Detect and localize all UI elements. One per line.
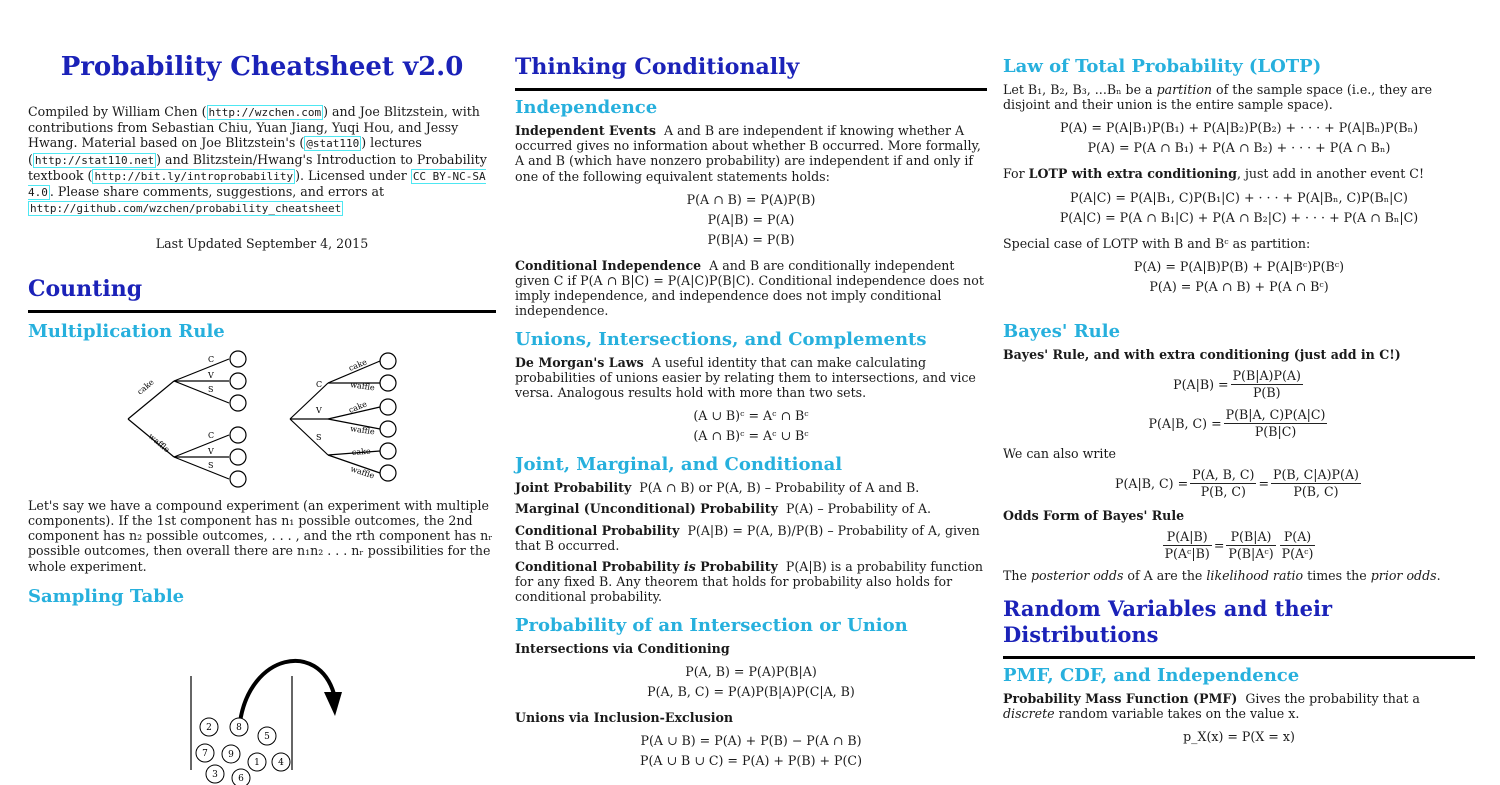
unions-via-inclusion-exclusion: Unions via Inclusion-Exclusion xyxy=(515,709,734,725)
independence-equations: P(A ∩ B) = P(A)P(B) P(A|B) = P(A) P(B|A) = P(B) xyxy=(686,191,816,247)
svg-text:cake: cake xyxy=(135,377,156,397)
column-1 xyxy=(28,0,496,784)
intersections-via-conditioning: Intersections via Conditioning xyxy=(515,640,730,656)
svg-text:8: 8 xyxy=(236,722,242,733)
lotp-extra-equations: P(A|C) = P(A|B₁, C)P(B₁|C) + · · · + P(A|Bₙ, C)P(Bₙ|C) P(A|C) = P(A ∩ B₁|C) + P(A ∩ B₂|C) + · · · + P(A ∩ Bₙ|C) xyxy=(1059,189,1419,225)
heading-intersection-union: Probability of an Intersection or Union xyxy=(515,614,908,636)
svg-text:7: 7 xyxy=(202,748,208,759)
pmf-definition: Probability Mass Function (PMF) Gives the probability that a discrete random variable takes on the value x. xyxy=(1003,690,1420,721)
sampling-jar-diagram xyxy=(28,620,496,784)
svg-text:3: 3 xyxy=(212,769,218,780)
bayes-subheading: Bayes' Rule, and with extra conditioning (just add in C!) xyxy=(1003,346,1401,362)
lotp-special-case: Special case of LOTP with B and Bᶜ as partition: xyxy=(1003,235,1311,251)
odds-form-heading: Odds Form of Bayes' Rule xyxy=(1003,508,1185,524)
svg-text:C: C xyxy=(208,430,215,440)
column-2 xyxy=(515,0,987,779)
svg-text:5: 5 xyxy=(264,731,270,742)
conditional-independence: Conditional Independence A and B are conditionally independent given C if P(A ∩ B|C) = P(A|C)P(B|C). Conditional independence does not imply independence, and independence does not imply conditional independence. xyxy=(515,257,984,319)
heading-lotp: Law of Total Probability (LOTP) xyxy=(1003,56,1322,77)
lotp-equations: P(A) = P(A|B₁)P(B₁) + P(A|B₂)P(B₂) + · · · + P(A|Bₙ)P(Bₙ) P(A) = P(A ∩ B₁) + P(A ∩ B₂) + · · · + P(A ∩ Bₙ) xyxy=(1059,120,1419,156)
heading-random-variables: Random Variables and their Distributions xyxy=(1003,596,1475,659)
pmf-equation: p_X(x) = P(X = x) xyxy=(1183,729,1295,745)
de-morgans-laws: De Morgan's Laws A useful identity that can make calculating probabilities of unions easier by relating them to intersections, and vice versa. Analogous results hold with more than two sets. xyxy=(515,354,976,401)
svg-text:waffle: waffle xyxy=(349,379,376,393)
svg-text:waffle: waffle xyxy=(349,463,376,481)
heading-bayes-rule: Bayes' Rule xyxy=(1003,320,1121,342)
column-3 xyxy=(1003,0,1475,747)
intersection-equations: P(A, B) = P(A)P(B|A) P(A, B, C) = P(A)P(B|A)P(C|A, B) xyxy=(647,663,855,699)
svg-text:S: S xyxy=(316,432,322,442)
intro-paragraph: Compiled by William Chen ( http://wzchen.com ) and Joe Blitzstein, with contributions from Sebastian Chiu, Yuan Jiang, Yuqi Hou, and Jessy Hwang. Material based on Joe Blitzstein's ( @stat110 ) lectures ( http://stat110.net ) and Blitzstein/Hwang's Introduction to Probability textbook ( http://bit.ly/introprobability ). Licensed under CC BY-NC-SA 4.0 . Please share comments, suggestions, and errors at http://github.com/wzchen/probability_cheatsheet xyxy=(28,104,487,216)
link-github[interactable]: http://github.com/wzchen/probability_cheatsheet xyxy=(30,202,342,216)
link-introprobability[interactable]: http://bit.ly/introprobability xyxy=(94,169,294,183)
also-write: We can also write xyxy=(1003,446,1116,462)
svg-text:V: V xyxy=(316,405,322,415)
independent-events: Independent Events A and B are independent if knowing whether A occurred gives no information about whether B occurred. More formally, A and B (which have nonzero probability) are independent if and only if one of the following equivalent statements holds: xyxy=(515,123,981,184)
bayes-equation-1: P(A|B) = $\frac{P(B|A)P(A)}{P(B)}$ xyxy=(1173,368,1301,401)
bayes-equation-2: P(A|B, C) = $\frac{P(B|A, C)P(A|C)}{P(B|C)}$ xyxy=(1148,407,1326,440)
conditional-probability-is-probability: Conditional Probability is Probability P(A|B) is a probability function for any fixed B. Any theorem that holds for probability also holds for conditional probability. xyxy=(515,559,984,605)
svg-text:1: 1 xyxy=(254,757,260,768)
union-equations: P(A ∪ B) = P(A) + P(B) − P(A ∩ B) P(A ∪ B ∪ C) = P(A) + P(B) + P(C) xyxy=(640,733,862,769)
heading-sampling-table: Sampling Table xyxy=(28,585,185,607)
de-morgan-equations: (A ∪ B)ᶜ = Aᶜ ∩ Bᶜ (A ∩ B)ᶜ = Aᶜ ∪ Bᶜ xyxy=(693,408,809,444)
link-license[interactable]: CC BY-NC-SA 4.0 xyxy=(28,169,486,200)
svg-text:cake: cake xyxy=(347,399,369,415)
svg-text:6: 6 xyxy=(238,773,244,784)
svg-text:4: 4 xyxy=(278,757,284,768)
heading-multiplication-rule: Multiplication Rule xyxy=(28,320,225,342)
link-wzchen[interactable]: http://wzchen.com xyxy=(208,106,322,119)
svg-text:2: 2 xyxy=(206,722,212,733)
heading-joint-marginal-conditional: Joint, Marginal, and Conditional xyxy=(515,454,843,476)
heading-counting: Counting xyxy=(28,276,496,313)
conditional-probability: Conditional Probability P(A|B) = P(A, B)/P(B) – Probability of A, given that B occurred. xyxy=(515,522,980,553)
posterior-odds-text: The posterior odds of A are the likelihood ratio times the prior odds. xyxy=(1003,568,1441,584)
page-title: Probability Cheatsheet v2.0 xyxy=(60,52,464,82)
svg-text:waffle: waffle xyxy=(349,423,376,437)
svg-text:C: C xyxy=(208,354,215,364)
lotp-special-equations: P(A) = P(A|B)P(B) + P(A|Bᶜ)P(Bᶜ) P(A) = P(A ∩ B) + P(A ∩ Bᶜ) xyxy=(1133,258,1345,294)
lotp-extra-conditioning: For LOTP with extra conditioning, just add in another event C! xyxy=(1003,166,1425,182)
lotp-text: Let B₁, B₂, B₃, ...Bₙ be a partition of the sample space (i.e., they are disjoint and their union is the entire sample space). xyxy=(1003,82,1433,113)
bayes-equation-3: P(A|B, C) = $\frac{P(A, B, C)}{P(B, C)}$ = $\frac{P(B, C|A)P(A)}{P(B, C)}$ xyxy=(1115,467,1359,500)
svg-text:V: V xyxy=(208,446,214,456)
heading-pmf-cdf: PMF, CDF, and Independence xyxy=(1003,664,1300,686)
link-stat110-twitter[interactable]: @stat110 xyxy=(306,137,360,151)
svg-text:waffle: waffle xyxy=(146,431,172,454)
joint-probability: Joint Probability P(A ∩ B) or P(A, B) – Probability of A and B. xyxy=(515,480,920,496)
marginal-probability: Marginal (Unconditional) Probability P(A) – Probability of A. xyxy=(515,501,931,517)
odds-form-equation: $\frac{P(A|B)}{\text{P(Aᶜ|B)}}$ = $\frac{P(B|A)}{\text{P(B|Aᶜ)}}$ $\frac{P(A)}{\text{P(Aᶜ)}}$ xyxy=(1164,529,1314,562)
tree-diagrams xyxy=(28,347,496,489)
svg-text:cake: cake xyxy=(351,446,371,457)
heading-thinking-conditionally: Thinking Conditionally xyxy=(515,54,987,91)
svg-text:9: 9 xyxy=(228,749,234,760)
svg-text:S: S xyxy=(208,384,214,394)
link-stat110[interactable]: http://stat110.net xyxy=(34,153,155,167)
last-updated: Last Updated September 4, 2015 xyxy=(155,236,369,252)
heading-independence: Independence xyxy=(515,97,658,118)
svg-text:cake: cake xyxy=(347,357,369,373)
svg-text:S: S xyxy=(208,460,214,470)
svg-text:V: V xyxy=(208,370,214,380)
multiplication-rule-text: Let's say we have a compound experiment (an experiment with multiple components). If the 1st component has n₁ possible outcomes, the 2nd component has n₂ possible outcomes, . . . , and the rth component has nᵣ possible outcomes, then overall there are n₁n₂ . . . nᵣ possibilities for the whole experiment. xyxy=(28,497,493,574)
heading-unions-intersections: Unions, Intersections, and Complements xyxy=(515,328,927,350)
svg-text:C: C xyxy=(316,379,323,389)
